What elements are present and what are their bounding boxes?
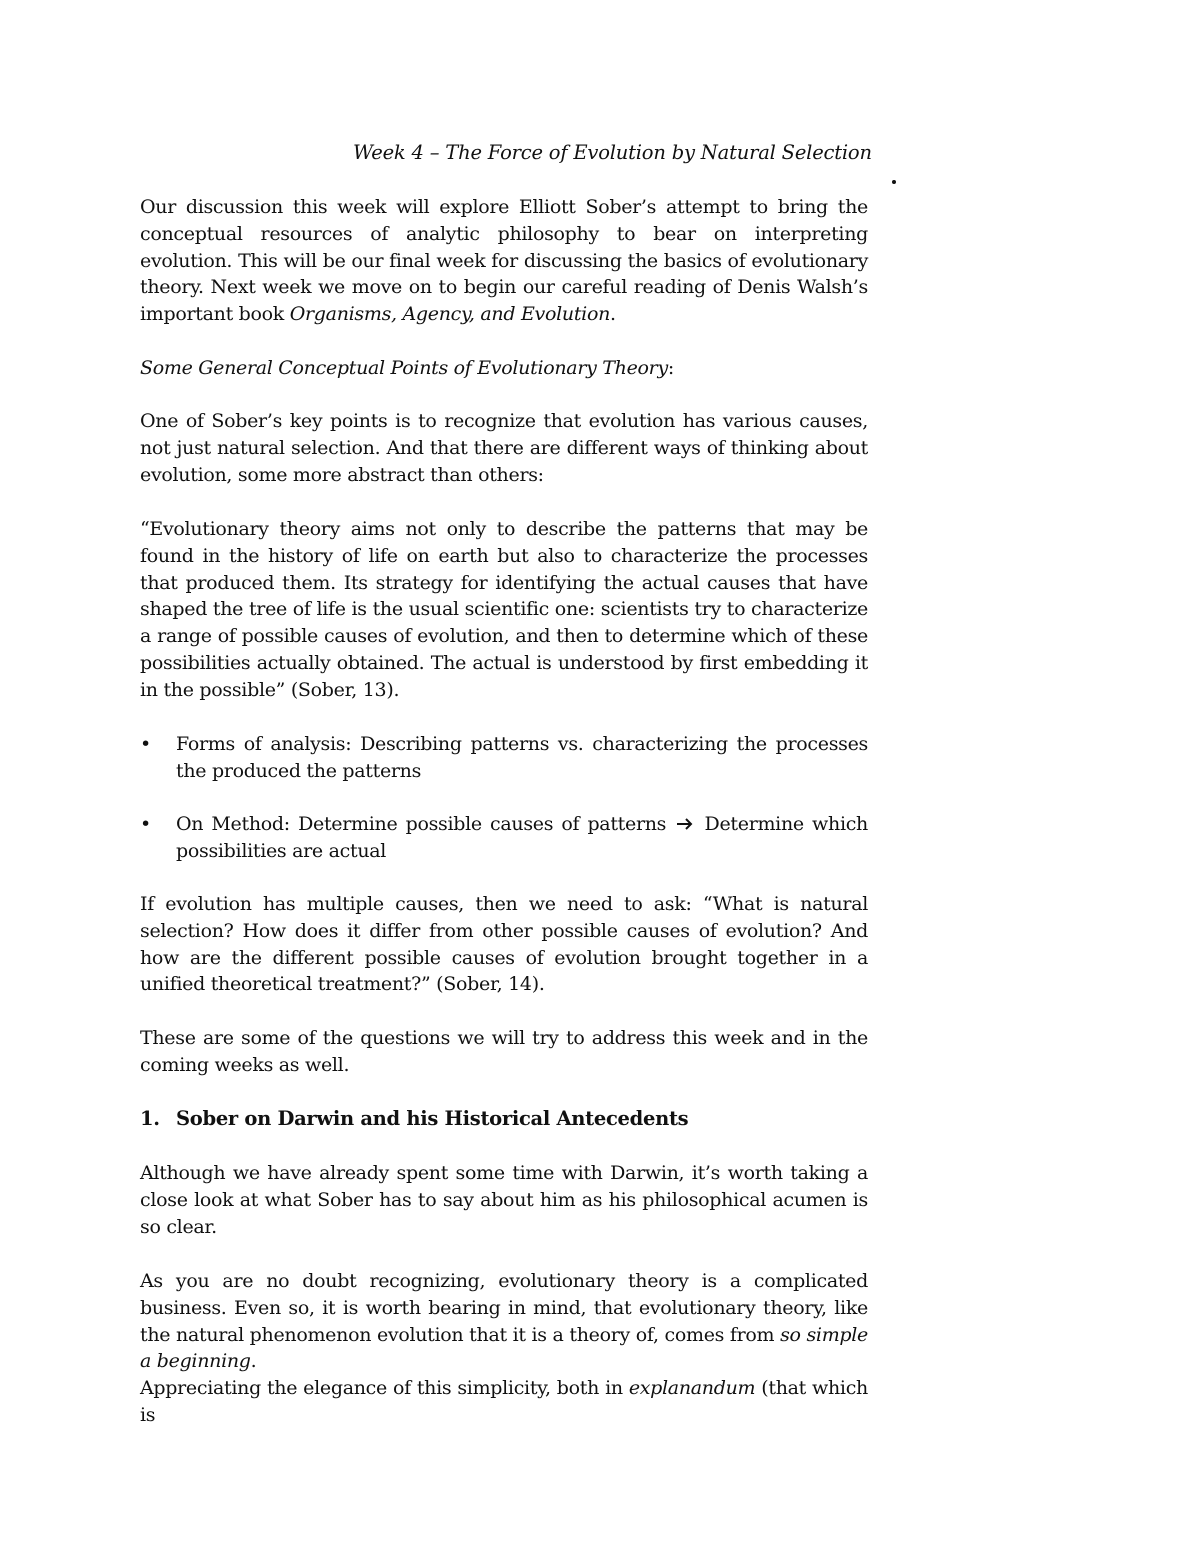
book-title: Organisms, Agency, and Evolution [289, 303, 611, 326]
intro-text: Our discussion this week will explore Elliott Sober’s attempt to bring the conceptual resources of analytic philosophy to bear on interpreting evolution. This will be our final week for discussing the basics of evolutionary theory. Next week we move on to begin our careful reading of Denis Walsh’s important book [140, 196, 868, 326]
page-title: Week 4 – The Force of Evolution by Natural Selection [353, 141, 872, 164]
arrow-right-icon [676, 817, 694, 831]
complicated-paragraph [140, 1268, 868, 1375]
intro-end: . [610, 303, 616, 326]
method-after: Determine which possibilities are actual [176, 813, 868, 862]
intro-paragraph [140, 194, 868, 328]
complicated-text: As you are no doubt recognizing, evolutionary theory is a complicated business. Even so, it is worth bearing in mind, that evolutionary theory, like the natural phenomenon evolution that it is a theory of, comes from [140, 1270, 868, 1346]
sober-quote: “Evolutionary theory aims not only to describe the patterns that may be found in the history of life on earth but also to characterize the processes that produced them. Its strategy for identifying the actual causes that have shaped the tree of life is the usual scientific one: scientists try to characterize a range of possible causes of evolution, and then to determine which of these possibilities actually obtained. The actual is understood by first embedding it in the possible” (Sober, 13). [140, 518, 868, 701]
address-paragraph: These are some of the questions we will try to address this week and in the coming weeks as well. [140, 1027, 868, 1076]
section-number: 1. [140, 1107, 160, 1130]
elegance-text: Appreciating the elegance of this simplicity, both in [140, 1377, 629, 1399]
explanandum-term: explanandum [628, 1377, 756, 1399]
section-title: Sober on Darwin and his Historical Antecedents [176, 1107, 689, 1130]
questions-paragraph: If evolution has multiple causes, then we need to ask: “What is natural selection? How does it differ from other possible causes of evolution? And how are the different possible causes of evolution brought together in a unified theoretical treatment?” (Sober, 14). [140, 893, 868, 996]
subheading [140, 355, 868, 382]
elegance-end: (that which is [140, 1377, 868, 1426]
bullet-icon: • [140, 813, 152, 835]
complicated-end: . [250, 1350, 257, 1373]
method-before: On Method: Determine possible causes of patterns [176, 813, 667, 835]
bullet-text-method [176, 811, 868, 865]
bullet-icon: • [140, 733, 152, 755]
darwin-paragraph: Although we have already spent some time with Darwin, it’s worth taking a close look at what Sober has to say about him as his philosophical acumen is so clear. [140, 1162, 868, 1238]
subheading-colon: : [667, 357, 675, 379]
simple-beginning-phrase: so simple a beginning [140, 1323, 868, 1373]
bullet-text-analysis: Forms of analysis: Describing patterns vs. characterizing the processes the produced the patterns [176, 733, 868, 782]
causes-paragraph: One of Sober’s key points is to recognize that evolution has various causes, not just natural selection. And that there are different ways of thinking about evolution, some more abstract than others: [140, 410, 868, 486]
elegance-paragraph [140, 1375, 868, 1429]
subheading-text: Some General Conceptual Points of Evolutionary Theory [140, 357, 668, 379]
stray-dot-mark [892, 180, 896, 184]
section-heading-1 [140, 1105, 688, 1133]
